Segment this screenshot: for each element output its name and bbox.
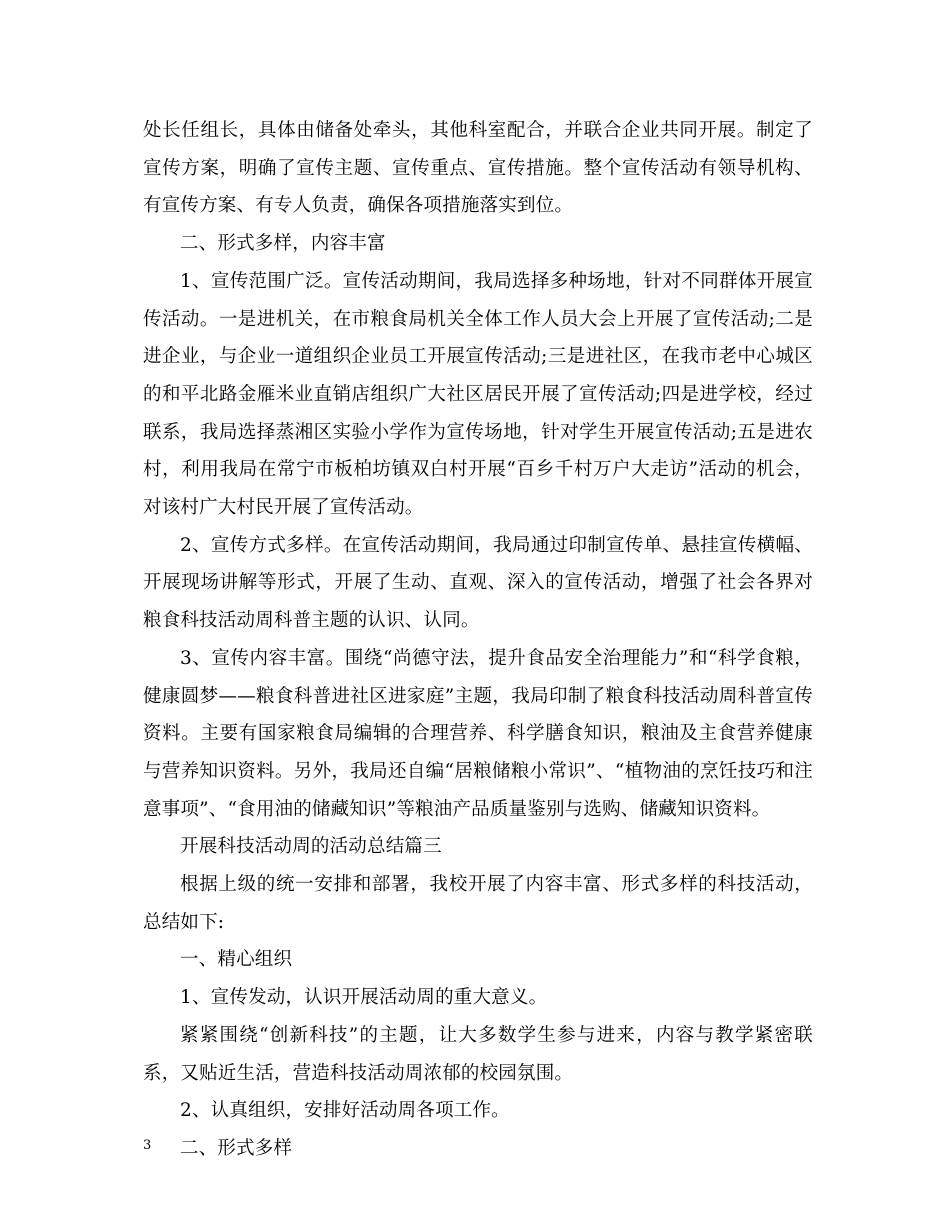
section-heading-form-diverse: 二、形式多样，内容丰富 [180, 233, 386, 255]
paragraph-publicity-methods: 2、宣传方式多样。在宣传活动期间，我局通过印制宣传单、悬挂宣传横幅、开展现场讲解等形式，开展了生动、直观、深入的宣传活动，增强了社会各界对粮食科技活动周科普主题的认识、认同。 [143, 534, 813, 632]
paragraph-continuation: 处长任组长，具体由储备处牵头，其他科室配合，并联合企业共同开展。制定了宣传方案，明确了宣传主题、宣传重点、宣传措施。整个宣传活动有领导机构、有宣传方案、有专人负责，确保各项措施落实到位。 [143, 120, 813, 217]
paragraph-intro: 根据上级的统一安排和部署，我校开展了内容丰富、形式多样的科技活动，总结如下: [143, 874, 813, 933]
section-heading-diverse-forms: 二、形式多样 [180, 1137, 293, 1159]
document-body [143, 112, 813, 1168]
article-title-part-three: 开展科技活动周的活动总结篇三 [180, 836, 442, 858]
paragraph-theme: 紧紧围绕“创新科技”的主题，让大多数学生参与进来，内容与教学紧密联系，又贴近生活，营造科技活动周浓郁的校园氛围。 [143, 1024, 813, 1084]
paragraph-publicity-scope: 1、宣传范围广泛。宣传活动期间，我局选择多种场地，针对不同群体开展宣传活动。一是进机关，在市粮食局机关全体工作人员大会上开展了宣传活动;二是进企业，与企业一道组织企业员工开展宣传活动;三是进社区，在我市老中心城区的和平北路金雁米业直销店组织广大社区居民开展了宣传活动;四是进学校，经过联系，我局选择蒸湘区实验小学作为宣传场地，针对学生开展宣传活动;五是进农村，利用我局在常宁市板柏坊镇双白村开展“百乡千村万户大走访”活动的机会，对该村广大村民开展了宣传活动。 [143, 270, 813, 519]
subheading-arrange-work: 2、认真组织，安排好活动周各项工作。 [180, 1100, 510, 1122]
subheading-mobilize: 1、宣传发动，认识开展活动周的重大意义。 [180, 987, 548, 1009]
section-heading-organize: 一、精心组织 [180, 949, 293, 971]
paragraph-publicity-content: 3、宣传内容丰富。围绕“尚德守法，提升食品安全治理能力”和“科学食粮，健康圆梦——粮食科普进社区进家庭”主题，我局印制了粮食科技活动周科普宣传资料。主要有国家粮食局编辑的合理营养、科学膳食知识，粮油及主食营养健康与营养知识资料。另外，我局还自编“居粮储粮小常识”、“植物油的烹饪技巧和注意事项”、“食用油的储藏知识”等粮油产品质量鉴别与选购、储藏知识资料。 [143, 647, 813, 820]
page-number: 3 [143, 1138, 152, 1153]
